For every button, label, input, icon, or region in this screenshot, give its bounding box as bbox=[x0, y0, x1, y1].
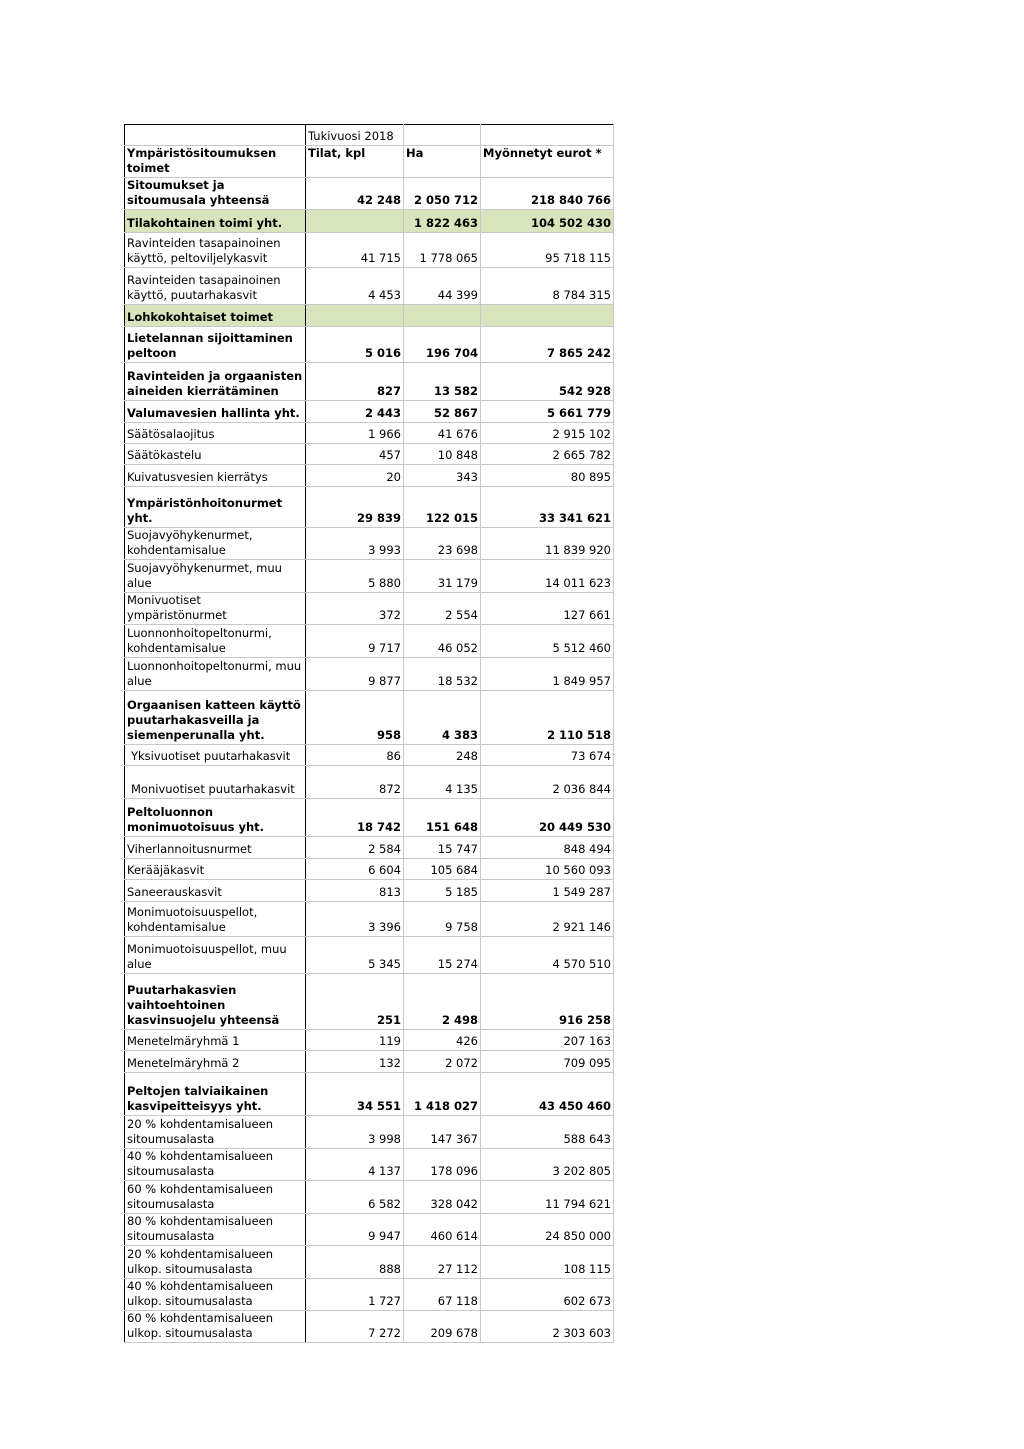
table-row bbox=[125, 465, 614, 487]
row-tilat: 813 bbox=[306, 880, 404, 902]
table-row bbox=[125, 363, 614, 401]
row-eurot: 14 011 623 bbox=[481, 560, 614, 593]
row-ha bbox=[404, 305, 481, 327]
table-row bbox=[125, 1311, 614, 1343]
row-label: Peltoluonnon monimuotoisuus yht. bbox=[125, 799, 306, 837]
table-row bbox=[125, 745, 614, 766]
table-row bbox=[125, 444, 614, 465]
row-label: Suojavyöhykenurmet, muu alue bbox=[125, 560, 306, 593]
year-label: Tukivuosi 2018 bbox=[306, 125, 404, 146]
table-row bbox=[125, 1246, 614, 1279]
row-tilat: 872 bbox=[306, 766, 404, 799]
row-eurot: 43 450 460 bbox=[481, 1073, 614, 1116]
row-label: 60 % kohdentamisalueen sitoumusalasta bbox=[125, 1181, 306, 1214]
row-tilat: 34 551 bbox=[306, 1073, 404, 1116]
row-eurot: 8 784 315 bbox=[481, 268, 614, 305]
table-row bbox=[125, 1214, 614, 1246]
row-tilat: 1 727 bbox=[306, 1279, 404, 1311]
row-ha: 1 822 463 bbox=[404, 210, 481, 233]
row-tilat: 251 bbox=[306, 974, 404, 1030]
row-label: Suojavyöhykenurmet, kohdentamisalue bbox=[125, 528, 306, 560]
table-row bbox=[125, 902, 614, 937]
row-ha: 44 399 bbox=[404, 268, 481, 305]
row-eurot: 709 095 bbox=[481, 1051, 614, 1073]
row-ha: 52 867 bbox=[404, 401, 481, 423]
row-ha: 343 bbox=[404, 465, 481, 487]
row-label: Monimuotoisuuspellot, muu alue bbox=[125, 937, 306, 974]
table-row bbox=[125, 423, 614, 444]
row-ha: 1 778 065 bbox=[404, 233, 481, 268]
table-row bbox=[125, 880, 614, 902]
row-ha: 328 042 bbox=[404, 1181, 481, 1214]
table-row bbox=[125, 859, 614, 880]
row-label: Menetelmäryhmä 2 bbox=[125, 1051, 306, 1073]
row-label: Monivuotiset puutarhakasvit bbox=[125, 766, 306, 799]
row-ha: 209 678 bbox=[404, 1311, 481, 1343]
row-label: Ravinteiden tasapainoinen käyttö, peltoviljelykasvit bbox=[125, 233, 306, 268]
row-ha: 4 383 bbox=[404, 691, 481, 745]
header-eurot: Myönnetyt eurot * bbox=[481, 146, 614, 178]
row-ha: 4 135 bbox=[404, 766, 481, 799]
table-row bbox=[125, 1149, 614, 1181]
row-tilat: 119 bbox=[306, 1030, 404, 1051]
row-label: Puutarhakasvien vaihtoehtoinen kasvinsuojelu yhteensä bbox=[125, 974, 306, 1030]
row-label: 80 % kohdentamisalueen sitoumusalasta bbox=[125, 1214, 306, 1246]
row-eurot: 2 036 844 bbox=[481, 766, 614, 799]
table-row bbox=[125, 268, 614, 305]
row-tilat: 132 bbox=[306, 1051, 404, 1073]
row-label: 40 % kohdentamisalueen sitoumusalasta bbox=[125, 1149, 306, 1181]
row-tilat: 5 016 bbox=[306, 327, 404, 363]
row-ha: 18 532 bbox=[404, 658, 481, 691]
row-ha: 460 614 bbox=[404, 1214, 481, 1246]
year-row-blank bbox=[125, 125, 306, 146]
table-row bbox=[125, 178, 614, 210]
row-ha: 31 179 bbox=[404, 560, 481, 593]
table-row bbox=[125, 305, 614, 327]
row-tilat: 6 582 bbox=[306, 1181, 404, 1214]
row-eurot: 7 865 242 bbox=[481, 327, 614, 363]
table-row bbox=[125, 1279, 614, 1311]
row-tilat: 9 947 bbox=[306, 1214, 404, 1246]
row-eurot: 207 163 bbox=[481, 1030, 614, 1051]
row-eurot: 2 665 782 bbox=[481, 444, 614, 465]
table-row bbox=[125, 233, 614, 268]
row-eurot: 1 849 957 bbox=[481, 658, 614, 691]
row-tilat: 20 bbox=[306, 465, 404, 487]
row-tilat: 4 453 bbox=[306, 268, 404, 305]
table-row bbox=[125, 1181, 614, 1214]
row-tilat: 6 604 bbox=[306, 859, 404, 880]
row-eurot: 916 258 bbox=[481, 974, 614, 1030]
row-eurot: 95 718 115 bbox=[481, 233, 614, 268]
row-ha: 2 072 bbox=[404, 1051, 481, 1073]
row-label: Luonnonhoitopeltonurmi, kohdentamisalue bbox=[125, 625, 306, 658]
row-label: Ympäristönhoitonurmet yht. bbox=[125, 487, 306, 528]
row-tilat: 5 880 bbox=[306, 560, 404, 593]
row-tilat: 42 248 bbox=[306, 178, 404, 210]
row-eurot: 108 115 bbox=[481, 1246, 614, 1279]
row-tilat: 86 bbox=[306, 745, 404, 766]
row-label: 20 % kohdentamisalueen ulkop. sitoumusalasta bbox=[125, 1246, 306, 1279]
row-ha: 122 015 bbox=[404, 487, 481, 528]
row-eurot: 218 840 766 bbox=[481, 178, 614, 210]
table-row bbox=[125, 691, 614, 745]
row-eurot bbox=[481, 305, 614, 327]
row-tilat: 457 bbox=[306, 444, 404, 465]
row-tilat: 18 742 bbox=[306, 799, 404, 837]
row-eurot: 588 643 bbox=[481, 1116, 614, 1149]
row-ha: 5 185 bbox=[404, 880, 481, 902]
row-label: Yksivuotiset puutarhakasvit bbox=[125, 745, 306, 766]
row-label: Menetelmäryhmä 1 bbox=[125, 1030, 306, 1051]
table-row bbox=[125, 766, 614, 799]
row-tilat: 3 396 bbox=[306, 902, 404, 937]
table-row bbox=[125, 1030, 614, 1051]
row-eurot: 104 502 430 bbox=[481, 210, 614, 233]
row-label: Kuivatusvesien kierrätys bbox=[125, 465, 306, 487]
row-eurot: 33 341 621 bbox=[481, 487, 614, 528]
row-ha: 41 676 bbox=[404, 423, 481, 444]
row-eurot: 11 839 920 bbox=[481, 528, 614, 560]
row-label: Orgaanisen katteen käyttö puutarhakasveilla ja siemenperunalla yht. bbox=[125, 691, 306, 745]
row-ha: 2 554 bbox=[404, 593, 481, 625]
table-row bbox=[125, 327, 614, 363]
row-ha: 46 052 bbox=[404, 625, 481, 658]
row-ha: 147 367 bbox=[404, 1116, 481, 1149]
row-eurot: 2 303 603 bbox=[481, 1311, 614, 1343]
table-row bbox=[125, 937, 614, 974]
row-tilat: 5 345 bbox=[306, 937, 404, 974]
row-label: Luonnonhoitopeltonurmi, muu alue bbox=[125, 658, 306, 691]
row-ha: 15 274 bbox=[404, 937, 481, 974]
row-eurot: 1 549 287 bbox=[481, 880, 614, 902]
row-ha: 23 698 bbox=[404, 528, 481, 560]
row-ha: 196 704 bbox=[404, 327, 481, 363]
row-label: Peltojen talviaikainen kasvipeitteisyys yht. bbox=[125, 1073, 306, 1116]
row-tilat bbox=[306, 210, 404, 233]
row-eurot: 5 661 779 bbox=[481, 401, 614, 423]
row-tilat: 9 877 bbox=[306, 658, 404, 691]
row-eurot: 542 928 bbox=[481, 363, 614, 401]
row-ha: 426 bbox=[404, 1030, 481, 1051]
row-tilat: 1 966 bbox=[306, 423, 404, 444]
row-label: Ravinteiden tasapainoinen käyttö, puutarhakasvit bbox=[125, 268, 306, 305]
row-eurot: 848 494 bbox=[481, 837, 614, 859]
header-tilat: Tilat, kpl bbox=[306, 146, 404, 178]
row-label: Kerääjäkasvit bbox=[125, 859, 306, 880]
row-label: Monivuotiset ympäristönurmet bbox=[125, 593, 306, 625]
row-label: Säätökastelu bbox=[125, 444, 306, 465]
row-ha: 178 096 bbox=[404, 1149, 481, 1181]
row-eurot: 2 110 518 bbox=[481, 691, 614, 745]
row-label: Tilakohtainen toimi yht. bbox=[125, 210, 306, 233]
row-tilat: 372 bbox=[306, 593, 404, 625]
table-row bbox=[125, 1073, 614, 1116]
row-label: 60 % kohdentamisalueen ulkop. sitoumusalasta bbox=[125, 1311, 306, 1343]
row-eurot: 11 794 621 bbox=[481, 1181, 614, 1214]
table-row bbox=[125, 1051, 614, 1073]
header-ha: Ha bbox=[404, 146, 481, 178]
header-row bbox=[125, 146, 614, 178]
row-eurot: 127 661 bbox=[481, 593, 614, 625]
row-tilat: 2 584 bbox=[306, 837, 404, 859]
table-row bbox=[125, 658, 614, 691]
row-label: Valumavesien hallinta yht. bbox=[125, 401, 306, 423]
row-label: Sitoumukset ja sitoumusala yhteensä bbox=[125, 178, 306, 210]
row-label: Saneerauskasvit bbox=[125, 880, 306, 902]
row-ha: 1 418 027 bbox=[404, 1073, 481, 1116]
row-eurot: 5 512 460 bbox=[481, 625, 614, 658]
row-eurot: 3 202 805 bbox=[481, 1149, 614, 1181]
row-eurot: 80 895 bbox=[481, 465, 614, 487]
table-row bbox=[125, 528, 614, 560]
row-eurot: 10 560 093 bbox=[481, 859, 614, 880]
row-label: Ravinteiden ja orgaanisten aineiden kierrätäminen bbox=[125, 363, 306, 401]
row-label: Monimuotoisuuspellot, kohdentamisalue bbox=[125, 902, 306, 937]
row-ha: 67 118 bbox=[404, 1279, 481, 1311]
year-row bbox=[125, 125, 614, 146]
row-tilat: 3 998 bbox=[306, 1116, 404, 1149]
row-ha: 27 112 bbox=[404, 1246, 481, 1279]
row-ha: 105 684 bbox=[404, 859, 481, 880]
row-tilat: 827 bbox=[306, 363, 404, 401]
row-eurot: 73 674 bbox=[481, 745, 614, 766]
row-tilat: 888 bbox=[306, 1246, 404, 1279]
row-tilat: 958 bbox=[306, 691, 404, 745]
row-label: 40 % kohdentamisalueen ulkop. sitoumusalasta bbox=[125, 1279, 306, 1311]
row-ha: 248 bbox=[404, 745, 481, 766]
support-table bbox=[124, 124, 614, 1343]
row-tilat bbox=[306, 305, 404, 327]
row-ha: 2 050 712 bbox=[404, 178, 481, 210]
row-tilat: 9 717 bbox=[306, 625, 404, 658]
row-label: Säätösalaojitus bbox=[125, 423, 306, 444]
row-ha: 2 498 bbox=[404, 974, 481, 1030]
row-tilat: 2 443 bbox=[306, 401, 404, 423]
row-tilat: 3 993 bbox=[306, 528, 404, 560]
header-toimet: Ympäristösitoumuksen toimet bbox=[125, 146, 306, 178]
row-ha: 13 582 bbox=[404, 363, 481, 401]
table-row bbox=[125, 593, 614, 625]
row-ha: 10 848 bbox=[404, 444, 481, 465]
row-eurot: 20 449 530 bbox=[481, 799, 614, 837]
table-row bbox=[125, 210, 614, 233]
row-tilat: 4 137 bbox=[306, 1149, 404, 1181]
row-eurot: 2 921 146 bbox=[481, 902, 614, 937]
table-row bbox=[125, 401, 614, 423]
row-eurot: 24 850 000 bbox=[481, 1214, 614, 1246]
row-tilat: 7 272 bbox=[306, 1311, 404, 1343]
row-tilat: 29 839 bbox=[306, 487, 404, 528]
row-ha: 151 648 bbox=[404, 799, 481, 837]
table-row bbox=[125, 560, 614, 593]
row-ha: 9 758 bbox=[404, 902, 481, 937]
table-row bbox=[125, 837, 614, 859]
table-row bbox=[125, 799, 614, 837]
row-label: Viherlannoitusnurmet bbox=[125, 837, 306, 859]
row-label: 20 % kohdentamisalueen sitoumusalasta bbox=[125, 1116, 306, 1149]
row-label: Lietelannan sijoittaminen peltoon bbox=[125, 327, 306, 363]
row-eurot: 2 915 102 bbox=[481, 423, 614, 444]
table-row bbox=[125, 1116, 614, 1149]
table-row bbox=[125, 625, 614, 658]
row-ha: 15 747 bbox=[404, 837, 481, 859]
row-eurot: 4 570 510 bbox=[481, 937, 614, 974]
row-label: Lohkokohtaiset toimet bbox=[125, 305, 306, 327]
row-eurot: 602 673 bbox=[481, 1279, 614, 1311]
row-tilat: 41 715 bbox=[306, 233, 404, 268]
table-row bbox=[125, 974, 614, 1030]
table-row bbox=[125, 487, 614, 528]
